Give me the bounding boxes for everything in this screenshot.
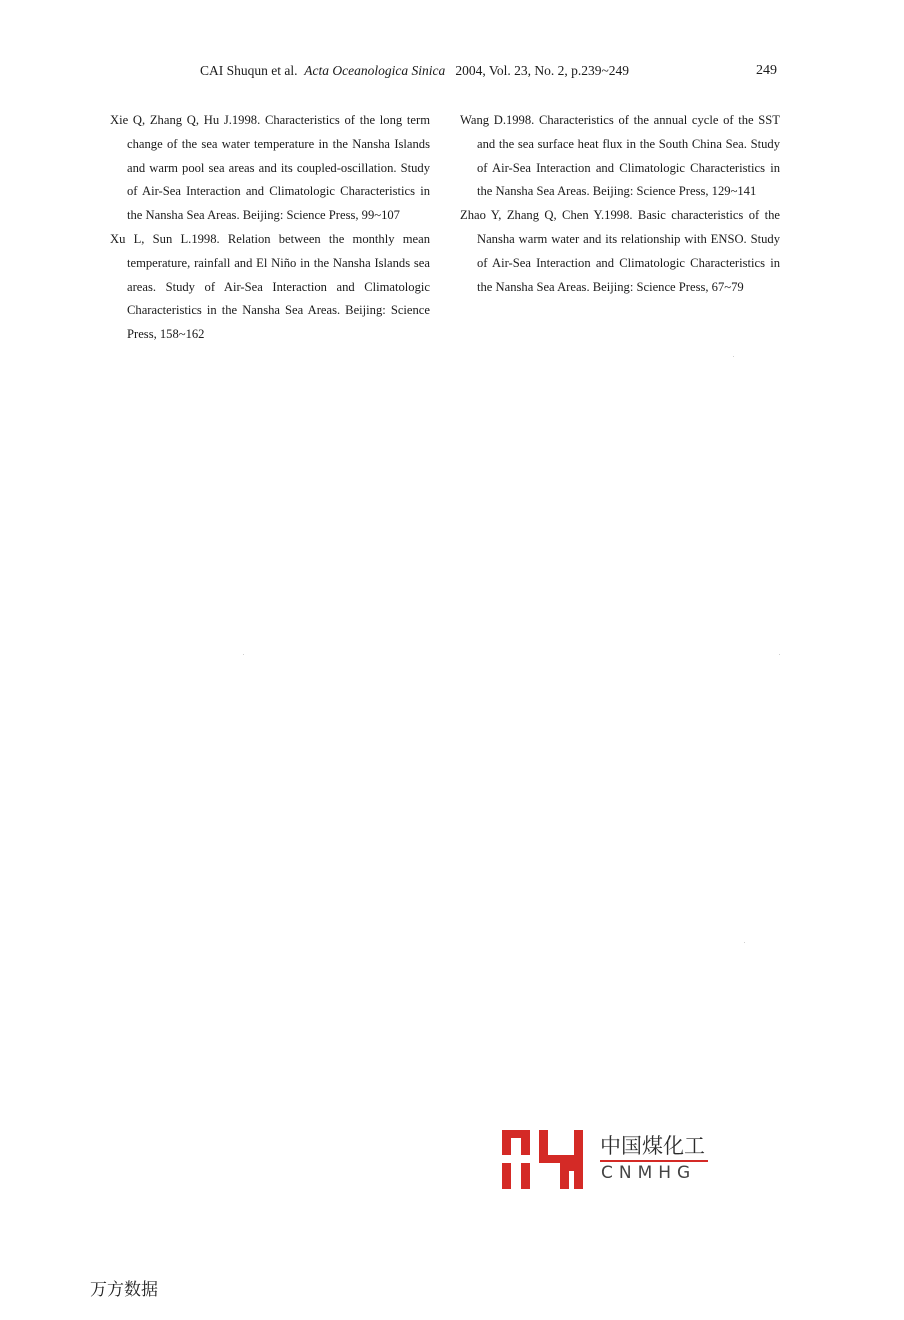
cnmhg-logo — [502, 1128, 722, 1192]
reference-entry: Wang D.1998. Characteristics of the annual cycle of the SST and the sea surface heat flux in the South China Sea. Study of Air-Sea Interaction and Climatologic Characteristics in the Nansha Sea Areas. Beijing: Science Press, 129~141 — [460, 113, 780, 199]
reference-entry: Zhao Y, Zhang Q, Chen Y.1998. Basic characteristics of the Nansha warm water and its relationship with ENSO. Study of Air-Sea Interaction and Climatologic Characteristics in the Nansha Sea Areas. Beijing: Science Press, 67~79 — [460, 208, 780, 294]
page-number: 249 — [756, 63, 777, 78]
references-right-column — [460, 109, 780, 299]
scan-speck — [733, 356, 734, 357]
running-head-text — [200, 63, 629, 79]
reference-entry: Xu L, Sun L.1998. Relation between the monthly mean temperature, rainfall and El Niño in the Nansha Islands sea areas. Study of Air-Sea Interaction and Climatologic Characteristics in the Nansha Sea Areas. Beijing: Science Press, 158~162 — [110, 231, 430, 342]
reference-entry: Xie Q, Zhang Q, Hu J.1998. Characteristics of the long term change of the sea water temperature in the Nansha Islands and warm pool sea areas and its coupled-oscillation. Study of Air-Sea Interaction and Climatologic Characteristics in the Nansha Sea Areas. Beijing: Science Press, 99~107 — [110, 113, 430, 223]
header-citation: 2004, Vol. 23, No. 2, p.239~249 — [455, 63, 630, 78]
running-header — [0, 63, 904, 83]
header-authors: CAI Shuqun et al. — [200, 63, 298, 78]
logo-chinese-text: 中国煤化工 — [600, 1134, 705, 1158]
references-left-column — [110, 109, 430, 347]
source-watermark: 万方数据 — [90, 1280, 158, 1300]
header-journal: Acta Oceanologica Sinica — [304, 63, 446, 78]
logo-mark-icon — [502, 1128, 598, 1192]
logo-divider — [600, 1160, 708, 1162]
scan-speck — [744, 942, 745, 943]
logo-english-text: CNMHG — [601, 1163, 697, 1183]
scan-speck — [243, 654, 244, 655]
scan-speck — [779, 654, 780, 655]
